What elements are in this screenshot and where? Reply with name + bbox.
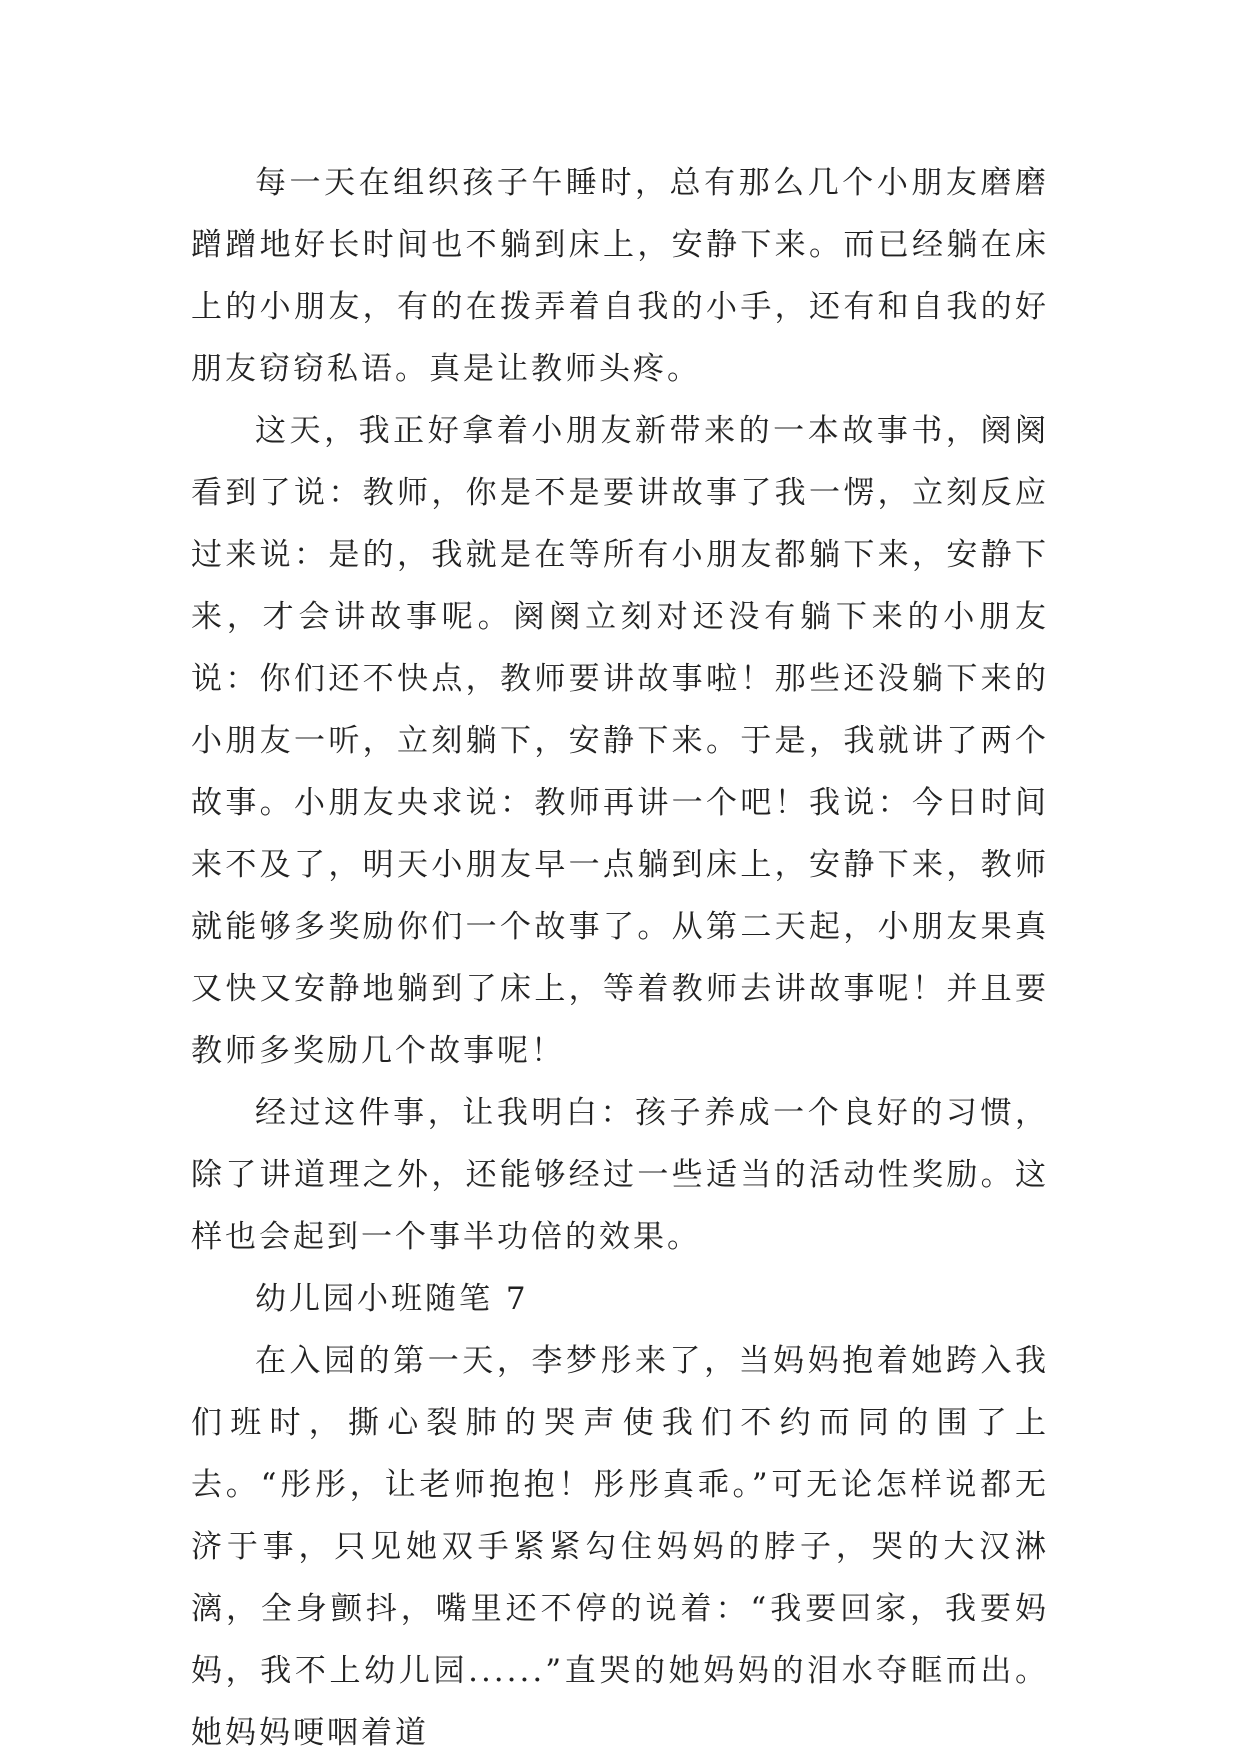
paragraph-nap-time: 每一天在组织孩子午睡时，总有那么几个小朋友磨磨蹭蹭地好长时间也不躺到床上，安静下来。而已经躺在床上的小朋友，有的在拨弄着自我的小手，还有和自我的好朋友窃窃私语。真是让教师头疼。 (191, 165, 1049, 387)
section-heading: 幼儿园小班随笔 7 (255, 1281, 529, 1317)
paragraph-lesson: 经过这件事，让我明白：孩子养成一个良好的习惯，除了讲道理之外，还能够经过一些适当的活动性奖励。这样也会起到一个事半功倍的效果。 (191, 1095, 1049, 1255)
paragraph-first-day: 在入园的第一天，李梦彤来了，当妈妈抱着她跨入我们班时，撕心裂肺的哭声使我们不约而同的围了上去。“彤彤，让老师抱抱！彤彤真乖。”可无论怎样说都无济于事，只见她双手紧紧勾住妈妈的脖子，哭的大汉淋漓，全身颤抖，嘴里还不停的说着：“我要回家，我要妈妈，我不上幼儿园......”直哭的她妈妈的泪水夺眶而出。她妈妈哽咽着道 (191, 1343, 1049, 1751)
paragraph-story-book: 这天，我正好拿着小朋友新带来的一本故事书，阕阕看到了说：教师，你是不是要讲故事了我一愣，立刻反应过来说：是的，我就是在等所有小朋友都躺下来，安静下来，才会讲故事呢。阕阕立刻对还没有躺下来的小朋友说：你们还不快点，教师要讲故事啦！那些还没躺下来的小朋友一听，立刻躺下，安静下来。于是，我就讲了两个故事。小朋友央求说：教师再讲一个吧！我说：今日时间来不及了，明天小朋友早一点躺到床上，安静下来，教师就能够多奖励你们一个故事了。从第二天起，小朋友果真又快又安静地躺到了床上，等着教师去讲故事呢！并且要教师多奖励几个故事呢！ (191, 413, 1049, 1069)
document-body (191, 152, 1049, 1764)
